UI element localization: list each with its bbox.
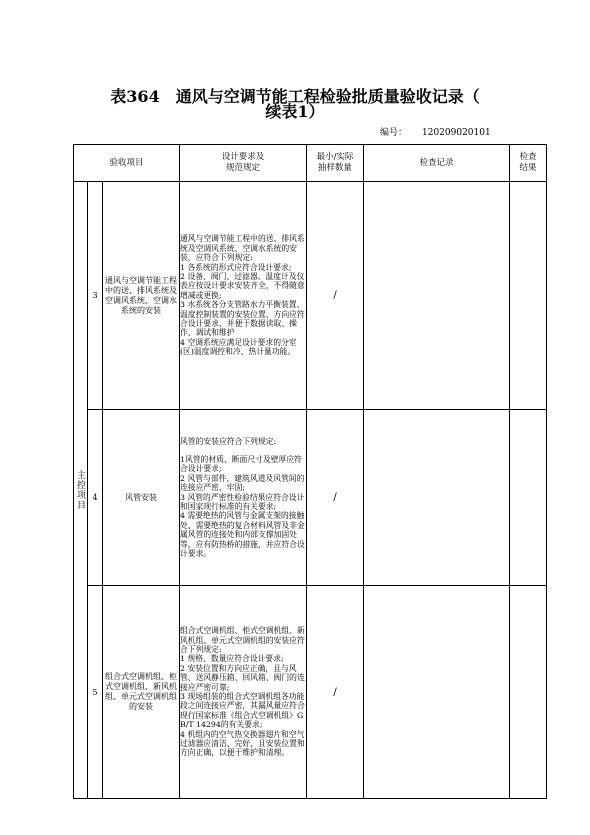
- main-control-cell: [74, 182, 88, 799]
- req-line: 1 规格、数量应符合设计要求;: [180, 654, 284, 664]
- row-number: 5: [88, 586, 103, 799]
- row-check-result[interactable]: [510, 410, 547, 586]
- row-item-name: 通风与空调节能工程中的送、排风系统及空调风系统、空调水系统的安装: [103, 182, 180, 410]
- row-check-record[interactable]: [364, 586, 510, 799]
- header-result: [510, 145, 547, 182]
- header-item: 验收项目: [74, 145, 180, 182]
- header-result-line1: 检查: [519, 152, 537, 162]
- req-line: 组合式空调机组、柜式空调机组、新风机组、单元式空调机组的安装应符合下列规定:: [180, 626, 305, 654]
- table-row: [74, 182, 547, 410]
- req-line: 风管的安装应符合下列规定:: [180, 436, 277, 446]
- form-title: 表364 通风与空调节能工程检验批质量验收记录（: [110, 87, 480, 106]
- row-check-record[interactable]: [364, 182, 510, 410]
- req-line: 4 机组内的空气热交换器翅片和空气过滤器应清洁、完好，且安装位置和方向正确，以便于维护和清理。: [180, 729, 305, 758]
- req-line: 4 空调系统应满足设计要求的分室(区)温度调控和冷、热计量功能。: [180, 337, 297, 357]
- req-line: 3 现场组装的组合式空调机组各功能段之间连接应严密，其漏风量应符合现行国家标准《组合式空调机组》GB/T 14294的有关要求;: [180, 692, 305, 730]
- code-label: 编号：: [380, 128, 408, 138]
- row-check-result[interactable]: [510, 586, 547, 799]
- header-result-line2: 结果: [519, 163, 537, 173]
- header-req-line2: 规范规定: [225, 163, 260, 173]
- req-line: 2 风管与部件、建筑风道及风管间的连接应严密、牢固;: [180, 473, 305, 493]
- row-sample-count: /: [307, 182, 364, 410]
- header-min-line1: 最小/实际: [316, 152, 354, 162]
- header-requirements: [180, 145, 307, 182]
- row-check-record[interactable]: [364, 410, 510, 586]
- table-header-row: [74, 145, 547, 182]
- row-number: 4: [88, 410, 103, 586]
- row-requirements: [180, 182, 307, 410]
- row-sample-count: /: [307, 586, 364, 799]
- inspection-table: [73, 144, 547, 799]
- form-title-continued: 续表1）: [265, 102, 325, 121]
- header-record: 检查记录: [364, 145, 510, 182]
- code-value: 120209020101: [422, 128, 491, 138]
- row-item-name: 风管安装: [103, 410, 180, 586]
- row-check-result[interactable]: [510, 182, 547, 410]
- req-line: 2 设备、阀门、过滤器、温度计及仪表应按设计要求安装齐全，不得随意增减或更换;: [180, 271, 305, 300]
- req-line: 2 安装位置和方向应正确，且与风管、送风静压箱、回风箱、阀门的连接应严密可靠;: [180, 663, 305, 692]
- req-line: 1风管的材质、断面尺寸及壁厚应符合设计要求;: [180, 454, 302, 474]
- row-item-name: 组合式空调机组、柜式空调机组、新风机组、单元式空调机组的安装: [103, 586, 180, 799]
- header-min-line2: 抽样数量: [317, 163, 352, 173]
- req-line: 3 水系统各分支管路水力平衡装置、温度控制装置的安装位置、方向应符合设计要求，并便于数据读取、操作、调试和维护: [180, 300, 305, 338]
- row-requirements: [180, 586, 307, 799]
- form-code: [380, 125, 491, 138]
- header-sample: [307, 145, 364, 182]
- req-line: [180, 446, 306, 455]
- row-sample-count: /: [307, 410, 364, 586]
- main-control-label: 主控项目: [75, 470, 85, 510]
- header-req-line1: 设计要求及: [221, 152, 265, 162]
- req-line: 1 各系统的形式应符合设计要求;: [180, 262, 292, 272]
- req-line: 3 风管的严密性检验结果应符合设计和国家现行标准的有关要求;: [180, 492, 305, 511]
- row-requirements: [180, 410, 307, 586]
- req-line: 通风与空调节能工程中的送、排风系统及空调风系统、空调水系统的安装，应符合下列规定:: [180, 234, 305, 263]
- req-line: 4 需要绝热的风管与金属支架的接触处、需要绝热的复合材料风管及非金属风管的连接处和内部支撑加固处等，应有防热桥的措施，并应符合设计要求。: [180, 511, 305, 559]
- row-number: 3: [88, 182, 103, 410]
- table-row: [74, 410, 547, 586]
- table-row: [74, 586, 547, 799]
